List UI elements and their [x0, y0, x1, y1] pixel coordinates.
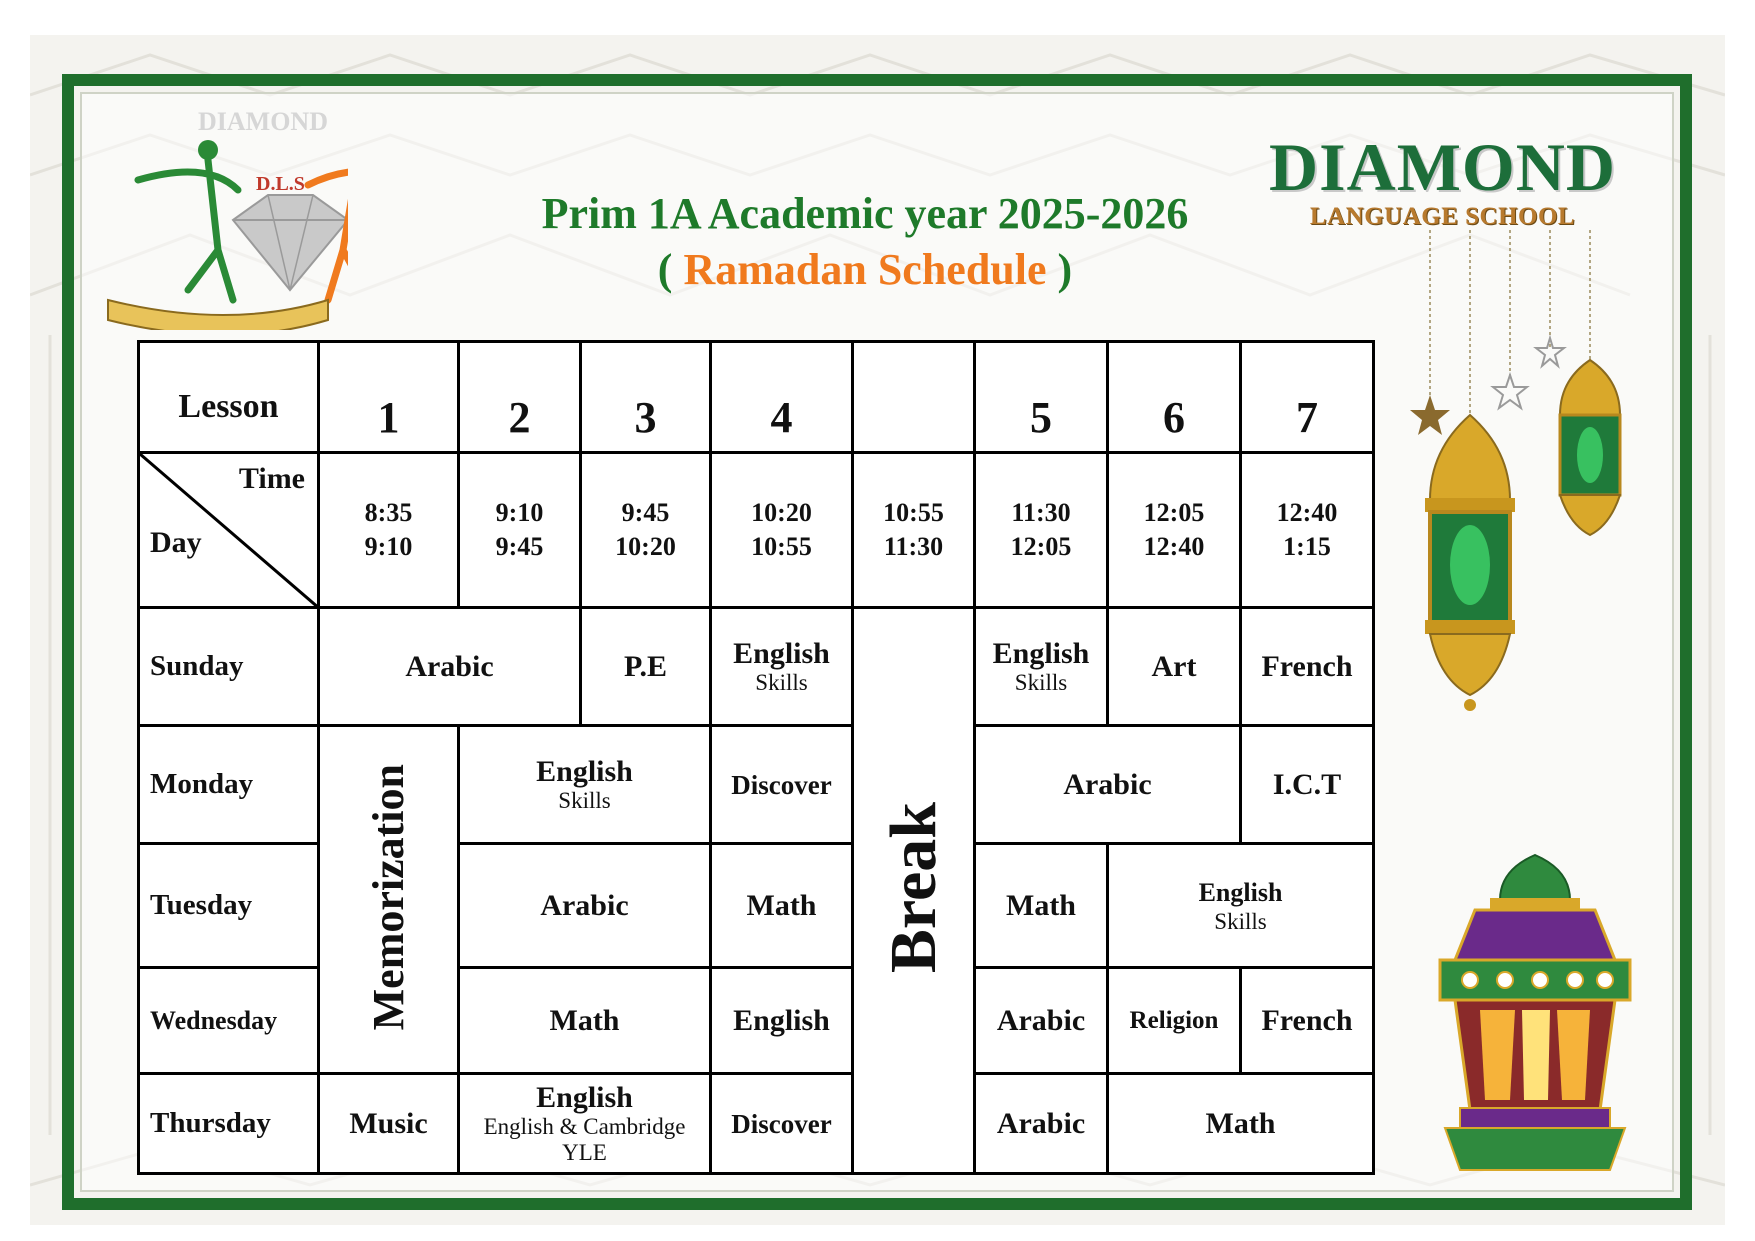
sunday-art: Art [1108, 608, 1241, 726]
time-slot-3: 9:45 10:20 [581, 453, 711, 608]
time-slot-1: 8:35 9:10 [319, 453, 459, 608]
brand-block [1240, 128, 1645, 231]
day-monday: Monday [139, 726, 319, 844]
lesson-4: 4 [711, 342, 853, 453]
break-column [853, 608, 975, 1174]
lesson-7: 7 [1241, 342, 1374, 453]
monday-row [139, 726, 1374, 844]
day-tuesday: Tuesday [139, 844, 319, 968]
time-slot-4: 10:20 10:55 [711, 453, 853, 608]
day-thursday: Thursday [139, 1074, 319, 1174]
time-day-header [139, 453, 319, 608]
tuesday-math-2: Math [975, 844, 1108, 968]
time-label: Time [238, 462, 305, 495]
hanging-lanterns-icon [1410, 230, 1640, 720]
thursday-english: English English & Cambridge YLE [459, 1074, 711, 1174]
page-title: Prim 1A Academic year 2025-2026 [541, 189, 1189, 238]
sunday-arabic: Arabic [319, 608, 581, 726]
monday-discover: Discover [711, 726, 853, 844]
break-label: Break [876, 802, 950, 974]
lesson-3: 3 [581, 342, 711, 453]
thursday-music: Music [319, 1074, 459, 1174]
time-slot-5: 11:30 12:05 [975, 453, 1108, 608]
sunday-english-skills-2: English Skills [975, 608, 1108, 726]
sunday-english-skills-1: English Skills [711, 608, 853, 726]
day-wednesday: Wednesday [139, 968, 319, 1074]
wednesday-french: French [1241, 968, 1374, 1074]
day-sunday: Sunday [139, 608, 319, 726]
monday-ict: I.C.T [1241, 726, 1374, 844]
school-logo [78, 100, 348, 330]
time-row [139, 453, 1374, 608]
wednesday-math: Math [459, 968, 711, 1074]
monday-english-skills: English Skills [459, 726, 711, 844]
wednesday-english: English [711, 968, 853, 1074]
ramadan-schedule-label: Ramadan Schedule [683, 245, 1047, 294]
thursday-math: Math [1108, 1074, 1374, 1174]
lesson-break-header [853, 342, 975, 453]
tuesday-arabic: Arabic [459, 844, 711, 968]
lesson-header: Lesson [139, 342, 319, 453]
time-slot-6: 12:05 12:40 [1108, 453, 1241, 608]
memorization-column [319, 726, 459, 1074]
sunday-pe: P.E [581, 608, 711, 726]
lesson-1: 1 [319, 342, 459, 453]
time-slot-2: 9:10 9:45 [459, 453, 581, 608]
wednesday-arabic: Arabic [975, 968, 1108, 1074]
lesson-row [139, 342, 1374, 453]
svg-text:DIAMOND: DIAMOND [198, 107, 328, 136]
monday-arabic: Arabic [975, 726, 1241, 844]
brand-name: DIAMOND [1269, 129, 1616, 205]
ramadan-lantern-icon [1430, 850, 1640, 1190]
brand-subtitle: LANGUAGE SCHOOL [1309, 203, 1576, 230]
svg-text:D.L.S: D.L.S [256, 173, 305, 195]
thursday-discover: Discover [711, 1074, 853, 1174]
sunday-row [139, 608, 1374, 726]
lesson-5: 5 [975, 342, 1108, 453]
schedule-table [137, 340, 1375, 1175]
day-label: Day [150, 526, 202, 559]
thursday-row [139, 1074, 1374, 1174]
time-slot-break: 10:55 11:30 [853, 453, 975, 608]
time-slot-7: 12:40 1:15 [1241, 453, 1374, 608]
sunday-french: French [1241, 608, 1374, 726]
lesson-2: 2 [459, 342, 581, 453]
thursday-arabic: Arabic [975, 1074, 1108, 1174]
lesson-6: 6 [1108, 342, 1241, 453]
tuesday-math-1: Math [711, 844, 853, 968]
memorization-label: Memorization [364, 763, 413, 1031]
tuesday-english-skills: English Skills [1108, 844, 1374, 968]
page-subtitle: ( Ramadan Schedule ) [657, 245, 1073, 294]
wednesday-religion: Religion [1108, 968, 1241, 1074]
